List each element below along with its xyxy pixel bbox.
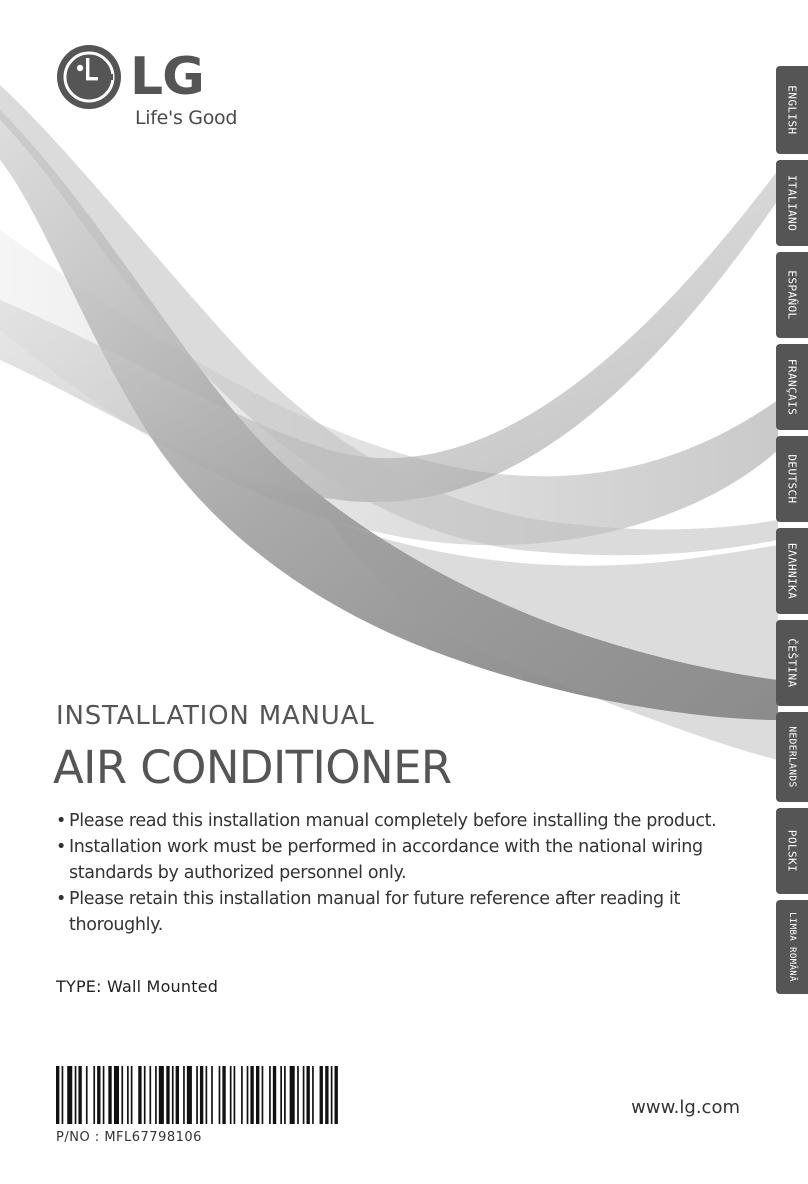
note-item: • Please retain this installation manual for future reference after reading it thoroughly. (56, 886, 762, 938)
product-title: AIR CONDITIONER (53, 741, 452, 794)
lang-tab-label: ΕΛΛΗΝΙΚΑ (785, 542, 799, 600)
brand-slogan: Life's Good (135, 107, 238, 129)
barcode (56, 1066, 342, 1124)
note-item: • Please read this installation manual completely before installing the product. (56, 808, 762, 834)
lang-tab-francais (776, 344, 808, 430)
note-item: • Installation work must be performed in accordance with the national wiring standards by authorized personnel only. (56, 834, 762, 886)
product-type: TYPE: Wall Mounted (56, 977, 219, 996)
lang-tab-label: POLSKI (785, 829, 799, 873)
lang-tab-espanol (776, 252, 808, 338)
lang-tab-label: ESPAÑOL (785, 270, 799, 320)
lang-tab-nederlands (776, 712, 808, 802)
lang-tab-italiano (776, 160, 808, 246)
lang-tab-label: ITALIANO (785, 174, 799, 232)
lang-tab-limba-romana (776, 900, 808, 994)
lang-tab-label: LIMBA ROMÂNĂ (787, 912, 797, 982)
lang-tab-deutsch (776, 436, 808, 522)
website-url: www.lg.com (631, 1097, 740, 1118)
lang-tab-label: ENGLISH (785, 85, 799, 135)
lg-logo (56, 44, 256, 134)
lang-tab-cestina (776, 620, 808, 706)
brand-name: LG (130, 47, 204, 107)
lang-tab-label: DEUTSCH (785, 454, 799, 504)
lang-tab-english (776, 66, 808, 154)
manual-type-label: INSTALLATION MANUAL (56, 701, 375, 731)
lang-tab-label: ČEŠTINA (785, 638, 799, 688)
lang-tab-ellinika (776, 528, 808, 614)
part-number: P/NO : MFL67798106 (56, 1130, 202, 1145)
lang-tab-label: NEDERLANDS (786, 726, 798, 788)
lang-tab-polski (776, 808, 808, 894)
lg-face-logo-icon (56, 44, 122, 110)
lang-tab-label: FRANÇAIS (785, 358, 799, 416)
notes-list (56, 808, 762, 938)
